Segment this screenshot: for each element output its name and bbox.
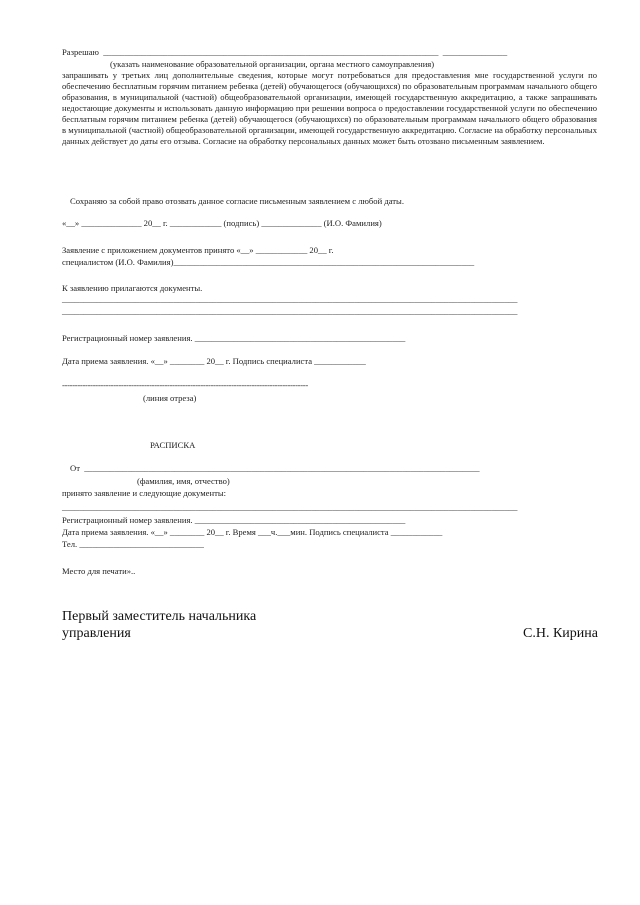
consent-revoke-text: Сохраняю за собой право отозвать данное согласие письменным заявлением с любой даты. [70, 196, 404, 206]
consent-org-note: (указать наименование образовательной организации, органа местного самоуправления) [110, 59, 435, 69]
attached-docs-label: К заявлению прилагаются документы. [62, 283, 203, 293]
stamp-place-label: Место для печати».. [62, 566, 136, 576]
acceptance-specialist-line: специалистом (И.О. Фамилия)______________________________________________________________________ [62, 257, 475, 267]
attached-docs-blank-line: __________________________________________________________________________________________________________ [62, 306, 518, 316]
consent-permit-line: Разрешаю ______________________________________________________________________________ _______________ [62, 47, 508, 57]
receipt-fio-note: (фамилия, имя, отчество) [137, 476, 230, 486]
receipt-title: РАСПИСКА [150, 440, 196, 450]
consent-paragraph: запрашивать у третьих лиц дополнительные сведения, которые могут потребоваться для предоставления мне государственной услуги по обеспечению бесплатным горячим питанием ребенка (детей) обучающегося (обучающихся) по образовательным программам начального общего образования, в муниципальной (частной) общеобразовательной организации, имеющей государственную аккредитацию, а также запрашивать недостающие документы и использовать данную информацию при решении вопроса о предоставлении государственной услуги по обеспечению бесплатным горячим питанием ребенка (детей) обучающегося (обучающихся) по образовательным программам начального общего образования в муниципальной (частной) общеобразовательной организации, имеющей государственную аккредитацию. Согласие на обработку персональных данных действует до даты его отзыва. Согласие на обработку персональных данных может быть отозвано письменным заявлением. [62, 70, 597, 146]
signatory-position: Первый заместитель начальника [62, 609, 257, 624]
registration-number-line: Регистрационный номер заявления. _________________________________________________ [62, 333, 406, 343]
receipt-accepted-text: принято заявление и следующие документы: [62, 488, 226, 498]
receipt-docs-blank-line: __________________________________________________________________________________________________________ [62, 502, 518, 512]
attached-docs-blank-line: __________________________________________________________________________________________________________ [62, 294, 518, 304]
signatory-name: С.Н. Кирина [523, 626, 598, 641]
receipt-date-time-line: Дата приема заявления. «__» ________ 20__ г. Время ___ч.___мин. Подпись специалиста ____________ [62, 527, 443, 537]
signatory-position-continued: управления [62, 626, 131, 641]
receipt-from-line: От ____________________________________________________________________________________________ [70, 463, 480, 473]
receipt-registration-number: Регистрационный номер заявления. _________________________________________________ [62, 515, 406, 525]
acceptance-date-line: Дата приема заявления. «__» ________ 20__ г. Подпись специалиста ____________ [62, 356, 366, 366]
cut-line-label: (линия отреза) [143, 393, 197, 403]
consent-signature-line: «__» ______________ 20__ г. ____________ (подпись) ______________ (И.О. Фамилия) [62, 218, 382, 228]
receipt-phone-line: Тел. _____________________________ [62, 539, 204, 549]
acceptance-line: Заявление с приложением документов принято «__» ____________ 20__ г. [62, 245, 334, 255]
cut-line: ------------------------------------------------------------------------------------------------ [62, 380, 308, 390]
